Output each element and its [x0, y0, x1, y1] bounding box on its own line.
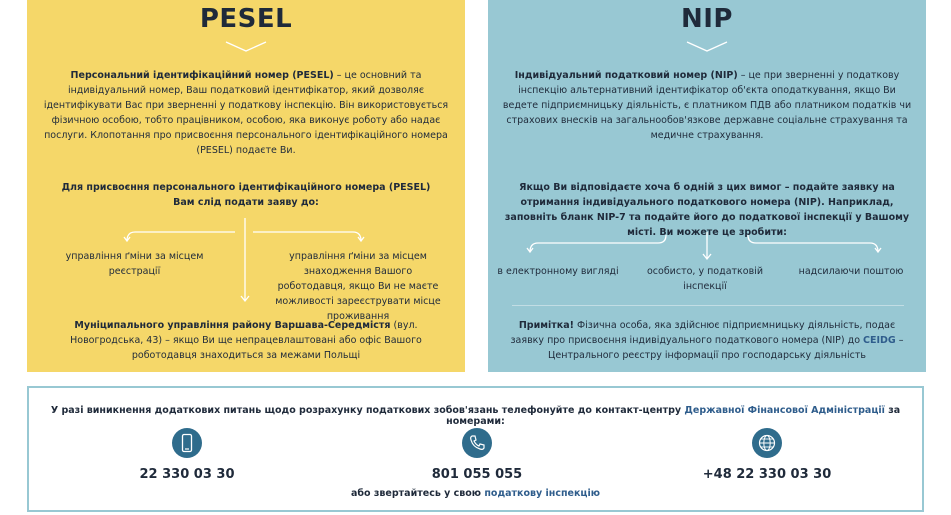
pesel-how-line2: Вам слід подати заяву до:: [173, 197, 319, 208]
contact-footer-text: або звертайтесь у свою: [351, 488, 485, 499]
nip-note-end: – Центрального реєстру інформації про господарську діяльність: [548, 335, 904, 361]
pesel-how-line1: Для присвоєння персонального ідентифікаційного номера (PESEL): [61, 182, 431, 193]
pesel-option-warsaw: [41, 318, 451, 363]
page-edge: [940, 0, 951, 515]
phone-number-3[interactable]: +48 22 330 03 30: [702, 467, 832, 482]
contact-phone-3: [667, 428, 867, 482]
pesel-warsaw-bold: Муніципального управління району Варшава-Середмістя: [74, 320, 391, 331]
tax-office-link[interactable]: податкову інспекцію: [484, 488, 600, 499]
pesel-panel: [27, 0, 465, 372]
divider: [512, 305, 904, 306]
tax-administration-link[interactable]: Державної Фінансової Адміністрації: [684, 405, 885, 416]
phone-icon: [462, 428, 492, 458]
nip-note-bold: Примітка!: [518, 320, 574, 331]
pesel-title: PESEL: [199, 4, 293, 34]
mobile-phone-icon: [172, 428, 202, 458]
contact-phone-2: [377, 428, 577, 482]
nip-note: [502, 318, 912, 363]
phone-number-1[interactable]: 22 330 03 30: [139, 467, 235, 482]
phone-number-2[interactable]: 801 055 055: [431, 467, 523, 482]
contact-heading: [29, 405, 922, 427]
nip-option-electronic: в електронному вигляді: [497, 266, 619, 277]
globe-icon: [752, 428, 782, 458]
pesel-option-registration: управління ґміни за місцем реєстрації: [65, 251, 204, 277]
contact-footer: [29, 488, 922, 499]
nip-intro-text: – це при зверненні у податкову інспекцію альтернативний ідентифікатор об'єкта оподаткування, якщо Ви ведете підприємницьку діяльність, є платником ПДВ або платником податків чи страхових внесків на загальнообов'язкове державне соціальне страхування та медичне страхування.: [502, 70, 912, 141]
nip-how: Якщо Ви відповідаєте хоча б одній з цих вимог – подайте заявку на отримання індивідуального податкового номера (NIP). Наприклад, заповніть бланк NIP-7 та подайте його до податкової інспекції у Вашому місті. Ви можете це зробити:: [504, 182, 910, 238]
contact-box: [27, 386, 924, 512]
nip-option-in-person: особисто, у податковій інспекції: [646, 266, 764, 292]
nip-intro-bold: Індивідуальний податковий номер (NIP): [514, 70, 738, 81]
nip-connector-lines: [488, 0, 926, 372]
pesel-intro-bold: Персональний ідентифікаційний номер (PESEL): [70, 70, 334, 81]
nip-option-post: надсилаючи поштою: [798, 266, 904, 277]
contact-phone-1: [87, 428, 287, 482]
contact-heading-text: У разі виникнення додаткових питань щодо розрахунку податкових зобов'язань телефонуйте до контакт-центру: [50, 405, 685, 416]
nip-title: NIP: [681, 4, 733, 34]
nip-panel: [488, 0, 926, 372]
contact-heading-end: за номерами:: [446, 405, 901, 427]
nip-note-text: Фізична особа, яка здійснює підприємницьку діяльність, подає заявку про присвоєння індивідуального податкового номера (NIP) до: [510, 320, 896, 346]
pesel-warsaw-text: (вул. Новогродська, 43) – якщо Ви ще непрацевлаштовані або офіс Вашого роботодавця знаходиться за межами Польщі: [70, 320, 422, 361]
pesel-intro-text: – це основний та індивідуальний номер, Ваш податковий ідентифікатор, який дозволяє ідентифікувати Вас при зверненні у податкову інспекцію. Він використовується фізичною особою, тобто працівником, особою, яка виконує роботу або надає послуги. Клопотання про присвоєння персонального ідентифікаційного номера (PESEL) подаєте Ви.: [43, 70, 449, 156]
pesel-option-employer: управління ґміни за місцем знаходження Вашого роботодавця, якщо Ви не маєте можливості зареєструвати місце проживання: [275, 251, 441, 322]
ceidg-link[interactable]: CEIDG: [863, 335, 896, 346]
